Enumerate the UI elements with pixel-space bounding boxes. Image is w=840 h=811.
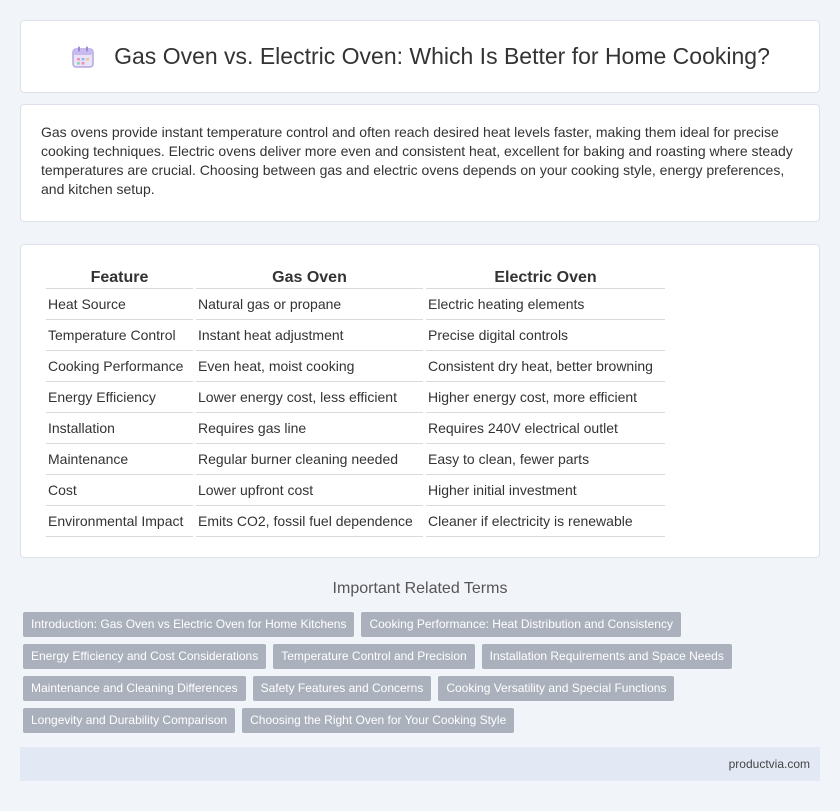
table-cell: Instant heat adjustment	[196, 320, 423, 351]
table-cell: Environmental Impact	[46, 506, 193, 537]
tag-row	[23, 644, 803, 669]
column-header-feature: Feature	[46, 267, 193, 289]
related-term-tag[interactable]: Cooking Versatility and Special Functions	[438, 676, 674, 701]
related-term-tag[interactable]: Choosing the Right Oven for Your Cooking Style	[242, 708, 514, 733]
related-term-tag[interactable]: Longevity and Durability Comparison	[23, 708, 235, 733]
related-term-tag[interactable]: Maintenance and Cleaning Differences	[23, 676, 246, 701]
related-term-tag[interactable]: Installation Requirements and Space Needs	[482, 644, 732, 669]
comparison-table	[43, 267, 668, 537]
footer-site-link[interactable]: productvia.com	[728, 757, 810, 771]
table-cell: Even heat, moist cooking	[196, 351, 423, 382]
related-terms-tags	[23, 612, 803, 740]
column-header-gas: Gas Oven	[196, 267, 423, 289]
table-cell: Heat Source	[46, 289, 193, 320]
table-cell: Energy Efficiency	[46, 382, 193, 413]
table-cell: Requires gas line	[196, 413, 423, 444]
intro-card	[20, 104, 820, 222]
page-title-text: Gas Oven vs. Electric Oven: Which Is Better for Home Cooking?	[114, 43, 770, 69]
table-cell: Precise digital controls	[426, 320, 665, 351]
related-term-tag[interactable]: Introduction: Gas Oven vs Electric Oven for Home Kitchens	[23, 612, 354, 637]
table-row	[46, 351, 665, 382]
tag-row	[23, 676, 803, 701]
table-cell: Natural gas or propane	[196, 289, 423, 320]
tag-row	[23, 708, 803, 733]
table-row	[46, 506, 665, 537]
table-cell: Lower upfront cost	[196, 475, 423, 506]
table-cell: Maintenance	[46, 444, 193, 475]
table-cell: Installation	[46, 413, 193, 444]
related-terms-title: Important Related Terms	[332, 580, 508, 597]
related-term-tag[interactable]: Energy Efficiency and Cost Considerations	[23, 644, 266, 669]
table-cell: Electric heating elements	[426, 289, 665, 320]
intro-paragraph: Gas ovens provide instant temperature control and often reach desired heat levels faster, making them ideal for precise cooking techniques. Electric ovens deliver more even and consistent heat, excellent for baking and roasting where steady temperatures are crucial. Choosing between gas and electric ovens depends on your cooking style, energy preferences, and kitchen setup.	[41, 124, 793, 197]
table-cell: Lower energy cost, less efficient	[196, 382, 423, 413]
table-cell: Higher initial investment	[426, 475, 665, 506]
table-cell: Higher energy cost, more efficient	[426, 382, 665, 413]
title-card	[20, 20, 820, 93]
table-cell: Cooking Performance	[46, 351, 193, 382]
table-row	[46, 475, 665, 506]
table-row	[46, 320, 665, 351]
table-cell: Cleaner if electricity is renewable	[426, 506, 665, 537]
related-term-tag[interactable]: Cooking Performance: Heat Distribution and Consistency	[361, 612, 680, 637]
table-row	[46, 444, 665, 475]
table-row	[46, 289, 665, 320]
tag-row	[23, 612, 803, 637]
table-cell: Emits CO2, fossil fuel dependence	[196, 506, 423, 537]
table-cell: Temperature Control	[46, 320, 193, 351]
table-row	[46, 413, 665, 444]
column-header-electric: Electric Oven	[426, 267, 665, 289]
table-header-row	[46, 267, 665, 289]
table-cell: Consistent dry heat, better browning	[426, 351, 665, 382]
table-cell: Requires 240V electrical outlet	[426, 413, 665, 444]
calendar-icon	[70, 44, 96, 70]
table-cell: Regular burner cleaning needed	[196, 444, 423, 475]
table-row	[46, 382, 665, 413]
comparison-card	[20, 244, 820, 558]
table-cell: Easy to clean, fewer parts	[426, 444, 665, 475]
related-term-tag[interactable]: Safety Features and Concerns	[253, 676, 432, 701]
footer	[20, 747, 820, 781]
table-cell: Cost	[46, 475, 193, 506]
page-title	[70, 43, 770, 70]
related-term-tag[interactable]: Temperature Control and Precision	[273, 644, 474, 669]
